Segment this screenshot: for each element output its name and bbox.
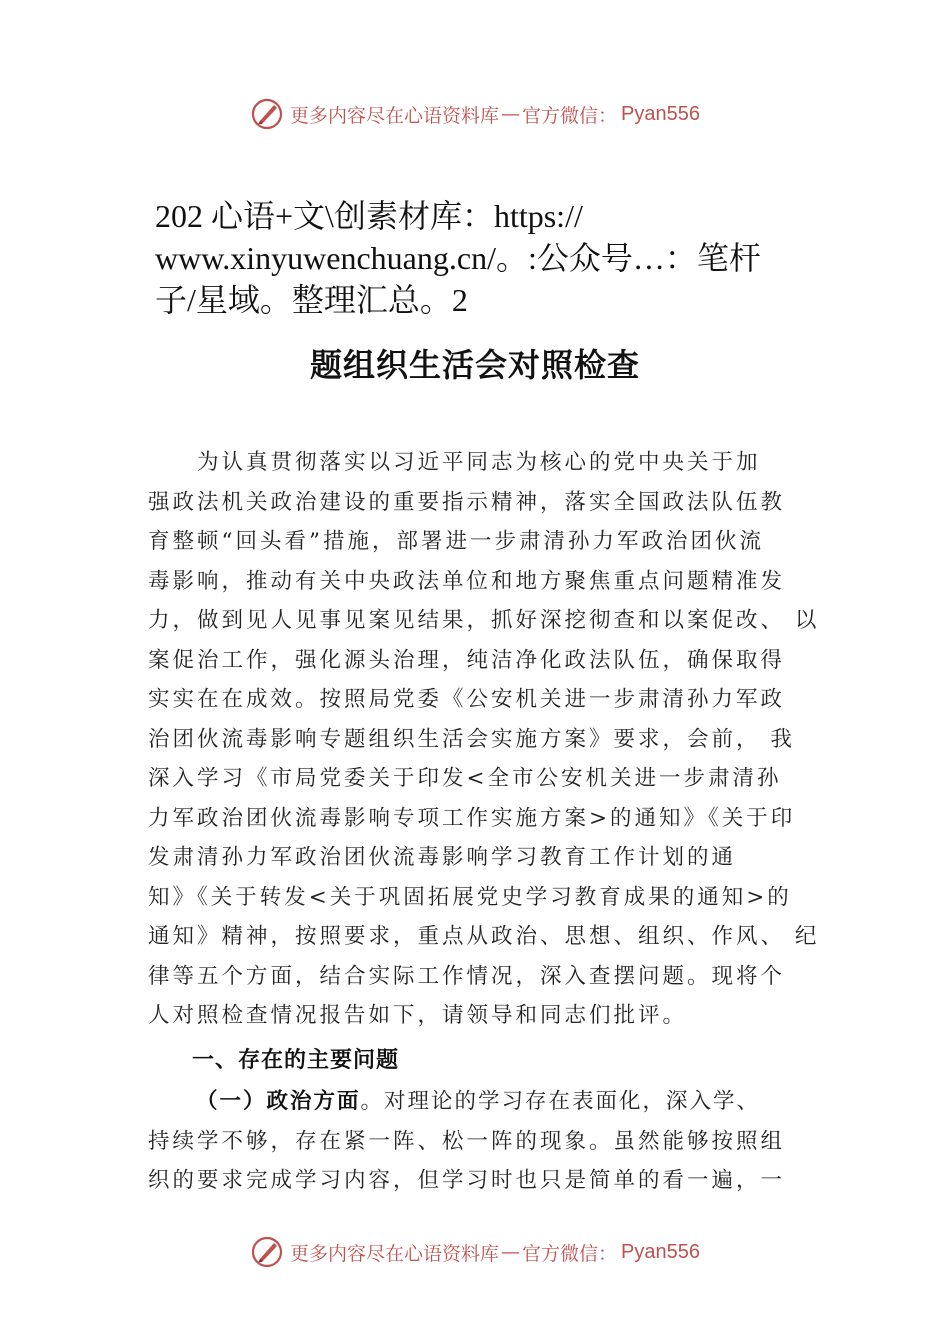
paragraph-line: 为认真贯彻落实以习近平同志为核心的党中央关于加 — [148, 450, 761, 475]
watermark-dash: — — [501, 103, 521, 125]
subsection-label: （一）政治方面 — [196, 1089, 361, 1114]
quill-seal-logo-icon — [250, 1235, 284, 1269]
paragraph-line: 治团伙流毒影响专题组织生活会实施方案》要求，会前， 我 — [148, 727, 795, 752]
watermark-wechat-label: 官方微信： — [522, 104, 618, 127]
watermark-handle: Pyan556 — [621, 102, 700, 125]
paragraph-line: 育整顿“回头看”措施，部署进一步肃清孙力军政治团伙流 — [148, 529, 764, 554]
paragraph-line: 人对照检查情况报告如下，请领导和同志们批评。 — [148, 1003, 688, 1028]
paragraph-line: 发肃清孙力军政治团伙流毒影响学习教育工作计划的通 — [148, 845, 737, 870]
watermark-handle: Pyan556 — [621, 1240, 700, 1263]
paragraph-line: 案促治工作，强化源头治理，纯洁净化政法队伍，确保取得 — [148, 648, 786, 673]
paragraph-line: 通知》精神，按照要求，重点从政治、思想、组织、作风、 纪 — [148, 924, 820, 949]
paragraph-line: 持续学不够，存在紧一阵、松一阵的现象。虽然能够按照组 — [148, 1129, 786, 1154]
paragraph-line: 力，做到见人见事见案见结果，抓好深挖彻查和以案促改、 以 — [148, 608, 820, 633]
header-watermark — [0, 94, 950, 134]
subsection-text: 。对理论的学习存在表面化，深入学、 — [360, 1089, 761, 1114]
footer-watermark — [0, 1232, 950, 1272]
watermark-brand: 更多内容尽在心语资料库 — [290, 104, 500, 127]
intro-line: 子/星域。整理汇总。2 — [155, 282, 468, 318]
paragraph-line: 实实在在成效。按照局党委《公安机关进一步肃清孙力军政 — [148, 687, 786, 712]
watermark-brand: 更多内容尽在心语资料库 — [290, 1242, 500, 1265]
paragraph-line: 毒影响，推动有关中央政法单位和地方聚焦重点问题精准发 — [148, 569, 786, 594]
paragraph-line: 力军政治团伙流毒影响专项工作实施方案>的通知》《关于印 — [148, 806, 796, 831]
intro-line: www.xinyuwenchuang.cn/。:公众号…：笔杆 — [155, 240, 761, 276]
document-title: 题组织生活会对照检查 — [309, 346, 640, 384]
paragraph-line: 律等五个方面，结合实际工作情况，深入查摆问题。现将个 — [148, 964, 786, 989]
section-heading: 一、存在的主要问题 — [192, 1047, 400, 1073]
quill-seal-logo-icon — [250, 97, 284, 131]
paragraph-line: 强政法机关政治建设的重要指示精神，落实全国政法队伍教 — [148, 490, 786, 515]
paragraph-line: 织的要求完成学习内容，但学习时也只是简单的看一遍，一 — [148, 1168, 786, 1193]
subsection-first-line — [196, 1087, 760, 1117]
paragraph-line: 深入学习《市局党委关于印发<全市公安机关进一步肃清孙 — [148, 766, 782, 791]
watermark-wechat-label: 官方微信： — [522, 1242, 618, 1265]
watermark-dash: — — [501, 1241, 521, 1263]
intro-line: 202 心语+文\创素材库：https:// — [155, 198, 583, 234]
paragraph-line: 知》《关于转发<关于巩固拓展党史学习教育成果的通知>的 — [148, 885, 792, 910]
